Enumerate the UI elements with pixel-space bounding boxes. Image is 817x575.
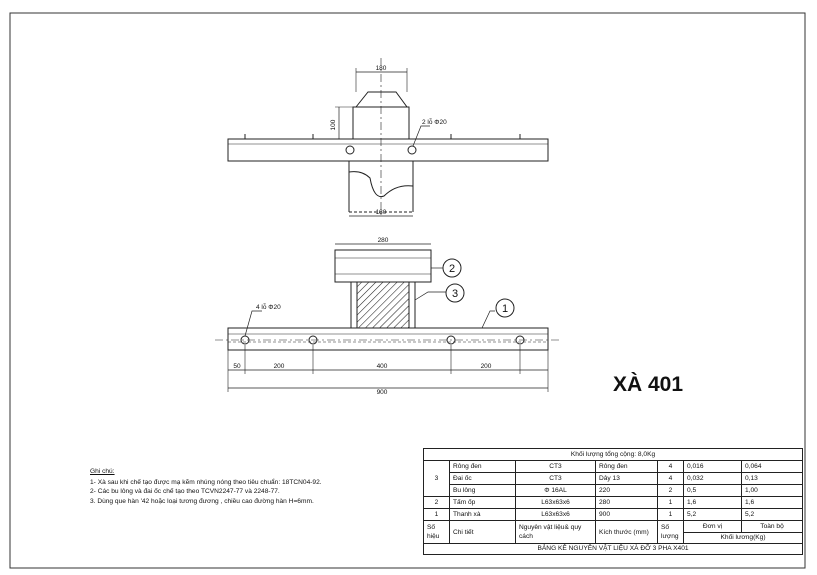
table-row <box>424 473 803 485</box>
cell-part: Rông đen <box>450 461 516 473</box>
cover-plate <box>335 250 431 282</box>
table-footer-row <box>424 544 803 555</box>
cell-size: 280 <box>596 497 658 509</box>
cell-no: 1 <box>424 509 450 521</box>
cell-material: Φ 16AL <box>516 485 596 497</box>
header-qty: Số lượng <box>658 521 684 544</box>
cell-material: L63x63x6 <box>516 509 596 521</box>
bottom-view <box>215 244 560 392</box>
cell-total: 0,064 <box>742 461 803 473</box>
cell-qty: 4 <box>658 473 684 485</box>
crossarm-top <box>228 139 548 161</box>
note-line-1: 1- Xà sau khi chế tạo được mạ kẽm nhúng nóng theo tiêu chuẩn: 18TCN04-92. <box>90 478 322 486</box>
hatched-post <box>357 282 409 328</box>
cell-material: CT3 <box>516 473 596 485</box>
note-line-2: 2- Các bu lông và đai ốc chế tạo theo TCVN2247-77 và 2248-77. <box>90 488 280 496</box>
cell-unit: 0,032 <box>684 473 742 485</box>
cell-part: Tấm ốp <box>450 497 516 509</box>
note-line-3: 3. Dùng que hàn '42 hoặc loại tương đương , chiều cao đường hàn H=6mm. <box>90 497 314 505</box>
header-no: Số hiệu <box>424 521 450 544</box>
cell-no: 2 <box>424 497 450 509</box>
bill-of-materials-table <box>423 448 803 555</box>
crossarm-bottom <box>228 328 548 350</box>
callout-label-2: 2 <box>448 263 456 275</box>
cell-size: Rông đen <box>596 461 658 473</box>
callout-label-3: 3 <box>451 288 459 300</box>
cell-total: 5,2 <box>742 509 803 521</box>
dim-plate-width: 280 <box>377 237 389 244</box>
cell-unit: 0,016 <box>684 461 742 473</box>
cell-qty: 2 <box>658 485 684 497</box>
cell-material: L63x63x6 <box>516 497 596 509</box>
cell-qty: 4 <box>658 461 684 473</box>
cell-size: 900 <box>596 509 658 521</box>
dim-seg-200-right: 200 <box>480 363 492 370</box>
dim-seg-200-left: 200 <box>273 363 285 370</box>
cell-size: 220 <box>596 485 658 497</box>
table-row <box>424 461 803 473</box>
cell-total: 1,00 <box>742 485 803 497</box>
table-row <box>424 509 803 521</box>
header-unit: Đơn vị <box>684 521 742 533</box>
callouts <box>443 259 514 317</box>
callout-label-1: 1 <box>501 303 509 315</box>
cell-qty: 1 <box>658 497 684 509</box>
dim-seg-50: 50 <box>233 363 241 370</box>
cell-no: 3 <box>424 461 450 497</box>
table-row <box>424 497 803 509</box>
header-part: Chi tiết <box>450 521 516 544</box>
dim-total-900: 900 <box>376 389 388 396</box>
cell-part: Đai ốc <box>450 473 516 485</box>
total-weight: Khối lượng tổng cộng: 8,0Kg <box>424 449 803 461</box>
cell-unit: 0,5 <box>684 485 742 497</box>
table-footer: BẢNG KÊ NGUYÊN VẬT LIỆU XÀ ĐỠ 3 PHA X401 <box>424 544 803 555</box>
header-total: Toàn bộ <box>742 521 803 533</box>
dim-mid-width: 180 <box>375 209 387 216</box>
header-material: Nguyên vật liệu& quy cách <box>516 521 596 544</box>
dim-hole-top: 2 lỗ Φ20 <box>422 119 447 126</box>
cell-part: Thanh xà <box>450 509 516 521</box>
table-header-row <box>424 521 803 533</box>
dim-top-height: 100 <box>330 119 337 131</box>
cell-unit: 5,2 <box>684 509 742 521</box>
notes-heading: Ghi chú: <box>90 468 115 475</box>
dim-seg-400: 400 <box>376 363 388 370</box>
cell-total: 0,13 <box>742 473 803 485</box>
header-size: Kích thước (mm) <box>596 521 658 544</box>
post-cap <box>356 92 407 107</box>
cell-material: CT3 <box>516 461 596 473</box>
table-total-row <box>424 449 803 461</box>
notes-block <box>90 467 420 506</box>
cell-total: 1,6 <box>742 497 803 509</box>
cell-unit: 1,6 <box>684 497 742 509</box>
cell-qty: 1 <box>658 509 684 521</box>
cell-size: Dây 13 <box>596 473 658 485</box>
header-weight: Khối lương(Kg) <box>684 532 803 544</box>
cell-part: Bu lông <box>450 485 516 497</box>
drawing-title: XÀ 401 <box>613 373 684 396</box>
table-row <box>424 485 803 497</box>
dim-hole-bottom: 4 lỗ Φ20 <box>256 304 281 311</box>
dim-top-width: 180 <box>375 65 387 72</box>
top-view <box>228 58 548 218</box>
